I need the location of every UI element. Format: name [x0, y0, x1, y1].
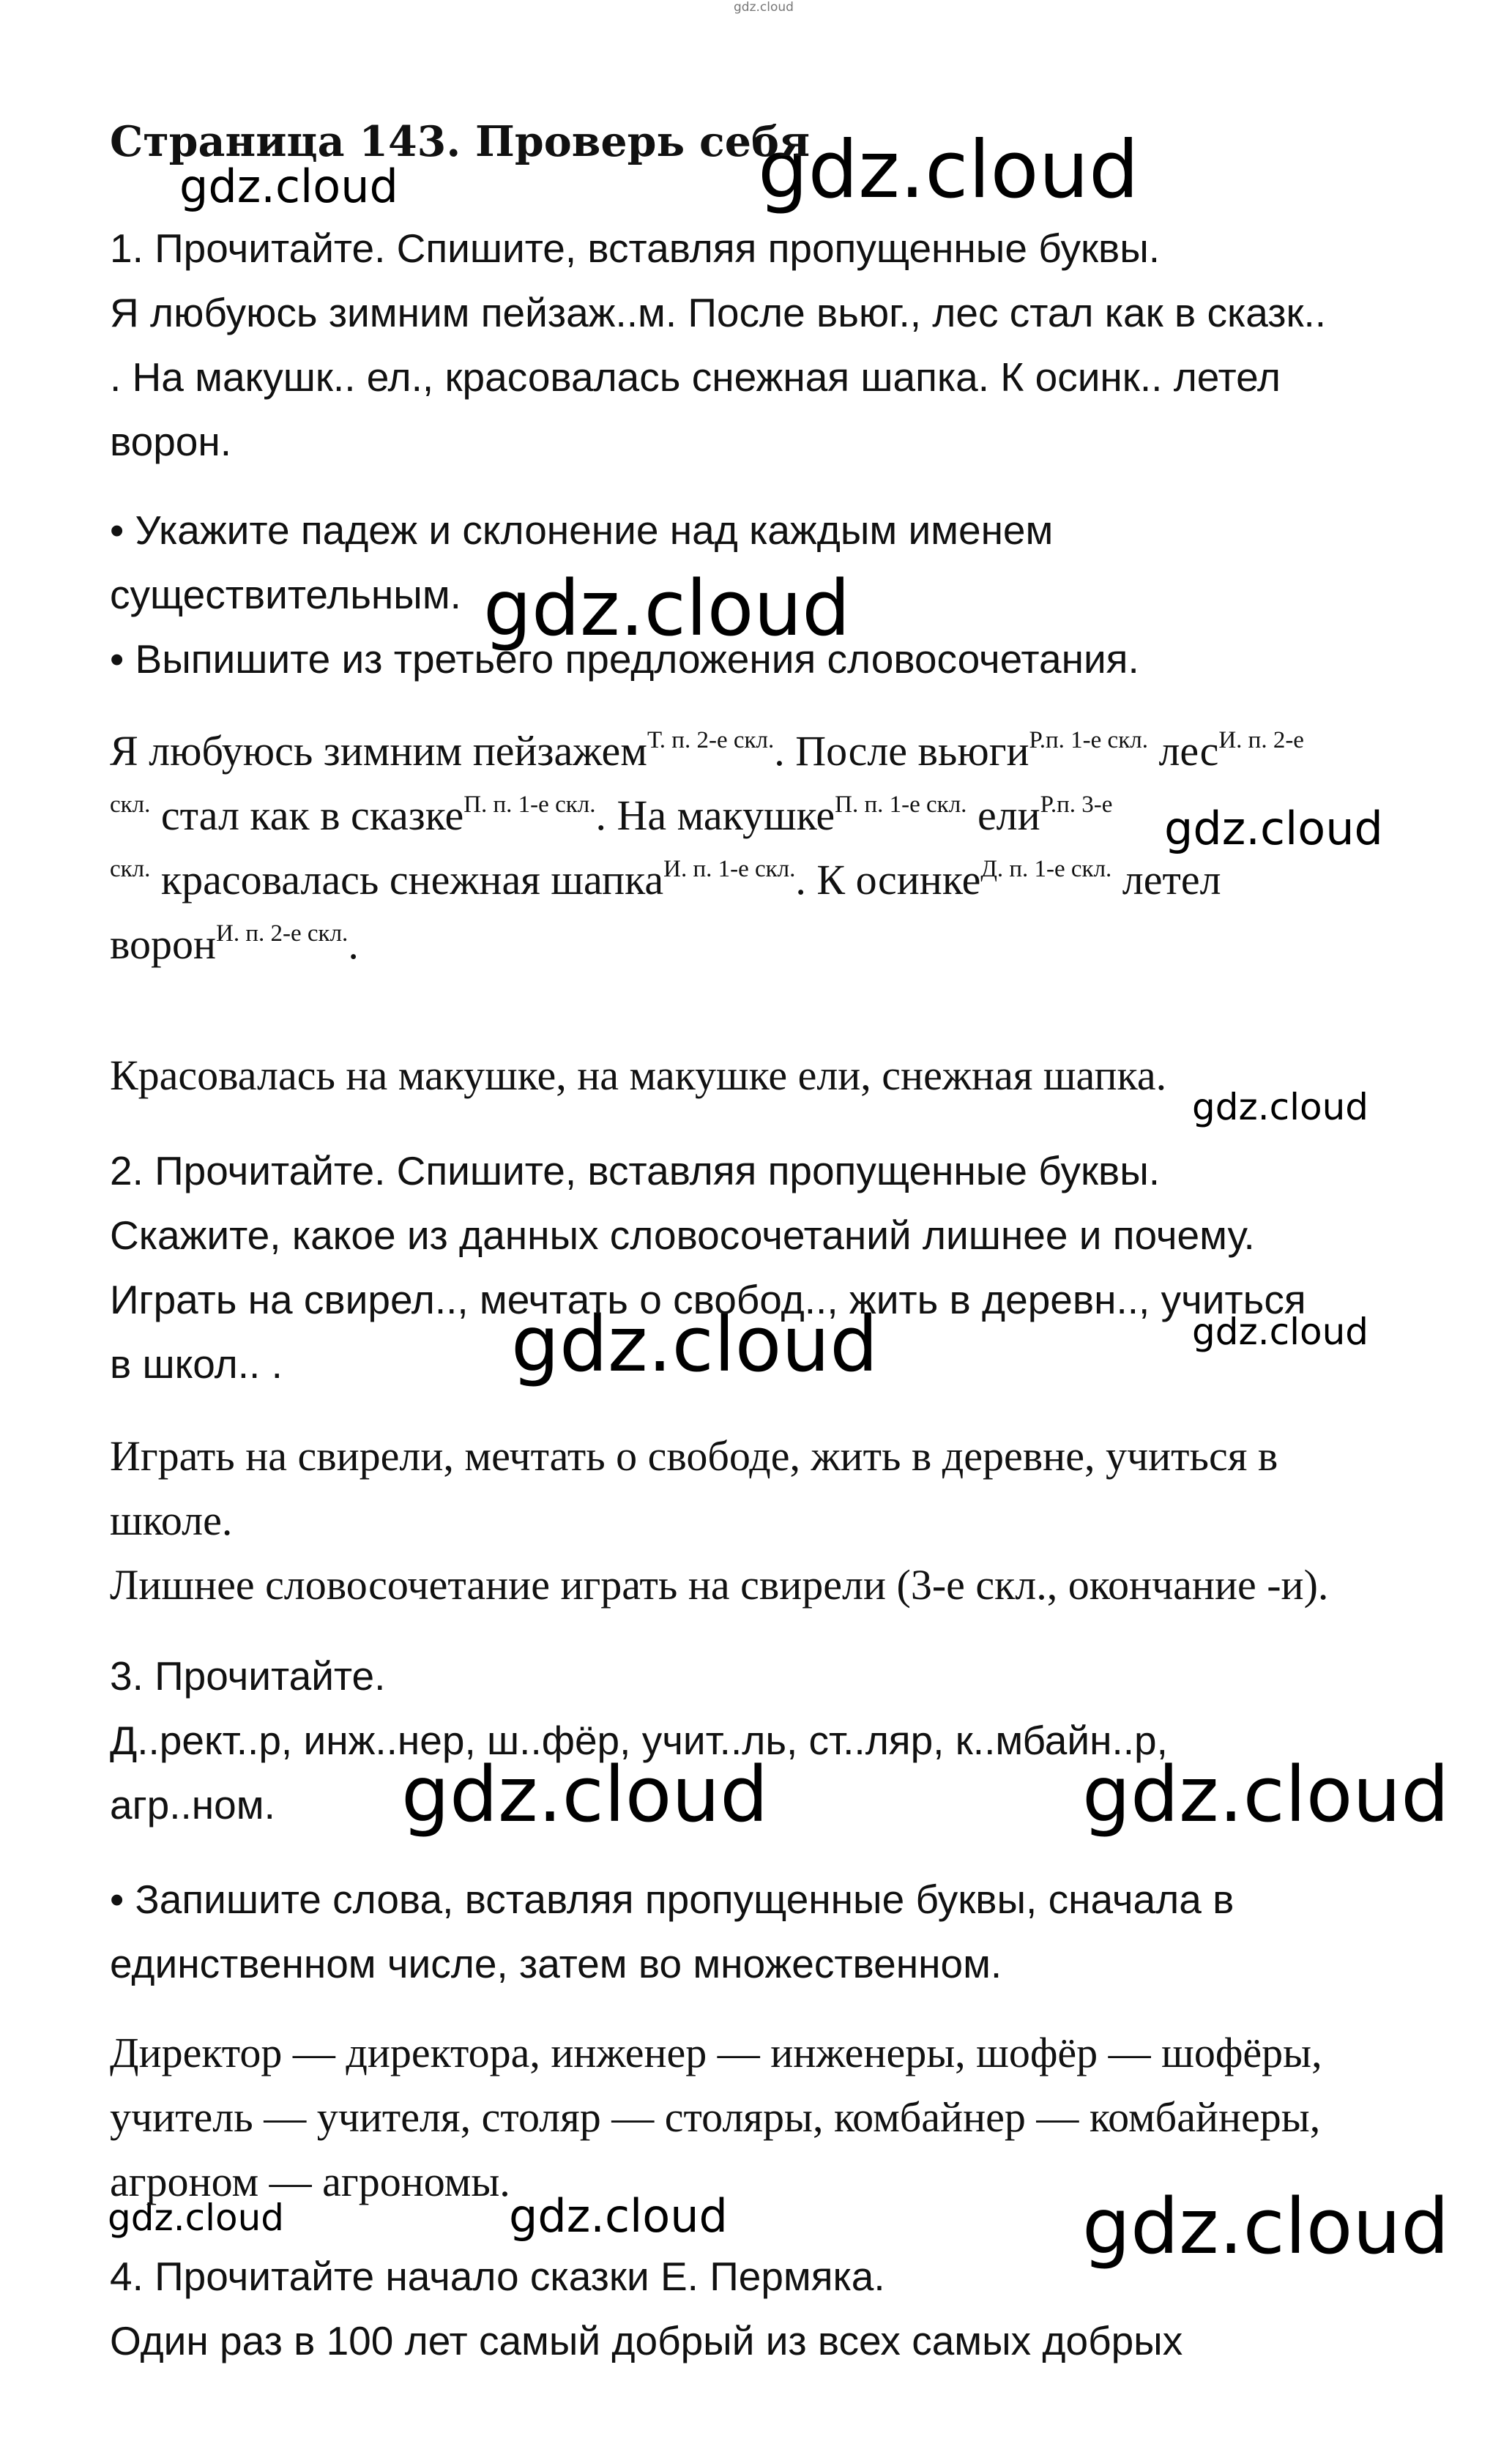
task-line: Я любуюсь зимним пейзаж..м. После вьюг., лес стал как в сказк.. [110, 290, 1327, 335]
answer-text: ели [967, 791, 1040, 839]
answer-2 [110, 1424, 1328, 1617]
watermark: gdz.cloud [758, 124, 1139, 216]
answer-1 [110, 719, 1304, 977]
case-note: И. п. 1-е скл. [663, 856, 796, 882]
task-line: Один раз в 100 лет самый добрый из всех самых добрых [110, 2318, 1183, 2363]
case-note: Р.п. 1-е скл. [1029, 727, 1148, 753]
task-2 [110, 1139, 1306, 1396]
task-line: 2. Прочитайте. Спишите, вставляя пропущенные буквы. [110, 1148, 1161, 1193]
task-line: Д..рект..р, инж..нер, ш..фёр, учит..ль, ст..ляр, к..мбайн..р, [110, 1718, 1168, 1763]
task-3-bullet [110, 1867, 1234, 1996]
watermark: gdz.cloud [179, 160, 398, 213]
page-title: Страница 143. Проверь себя [110, 117, 811, 166]
answer-line: Красовалась на макушке, на макушке ели, снежная шапка. [110, 1051, 1167, 1099]
answer-text: . К осинке [795, 856, 981, 904]
case-note: скл. [110, 856, 151, 882]
task-1-bullet-2 [110, 627, 1139, 691]
answer-line [110, 912, 1304, 977]
answer-text: лес [1147, 727, 1219, 775]
watermark: gdz.cloud [1164, 802, 1383, 855]
watermark-top: gdz.cloud [734, 0, 794, 15]
watermark: gdz.cloud [509, 2189, 728, 2243]
case-note: Д. п. 1-е скл. [980, 856, 1112, 882]
task-1 [110, 216, 1326, 474]
watermark: gdz.cloud [401, 1750, 769, 1839]
watermark: gdz.cloud [1192, 1086, 1369, 1128]
answer-line: учитель — учителя, столяр — столяры, комбайнер — комбайнеры, [110, 2093, 1321, 2141]
watermark: gdz.cloud [511, 1300, 879, 1389]
task-line: • Запишите слова, вставляя пропущенные буквы, сначала в [110, 1877, 1234, 1922]
case-note: Т. п. 2-е скл. [647, 727, 775, 753]
task-line: 1. Прочитайте. Спишите, вставляя пропущенные буквы. [110, 226, 1161, 271]
task-4 [110, 2244, 1183, 2373]
task-line: • Укажите падеж и склонение над каждым именем [110, 507, 1054, 553]
case-note: И. п. 2-е скл. [216, 920, 349, 947]
task-line: существительным. [110, 572, 461, 617]
watermark: gdz.cloud [108, 2197, 285, 2239]
answer-line: школе. [110, 1497, 233, 1544]
answer-text: красовалась снежная шапка [150, 856, 664, 904]
task-line: Скажите, какое из данных словосочетаний лишнее и почему. [110, 1212, 1255, 1258]
answer-text: стал как в сказке [150, 791, 464, 839]
answer-text: . После вьюги [774, 727, 1029, 775]
task-1-bullet-1 [110, 498, 1053, 627]
answer-line: Лишнее словосочетание играть на свирели (3-е скл., окончание -и). [110, 1561, 1329, 1609]
task-line: 3. Прочитайте. [110, 1653, 386, 1699]
answer-text: летел [1111, 856, 1221, 904]
case-note: И. п. 2-е [1218, 727, 1304, 753]
task-line: • Выпишите из третьего предложения словосочетания. [110, 636, 1139, 682]
case-note: Р.п. 3-е [1040, 791, 1113, 818]
case-note: скл. [110, 791, 151, 818]
answer-text: . [348, 920, 359, 968]
task-3 [110, 1644, 1168, 1837]
watermark: gdz.cloud [483, 564, 851, 653]
task-line: . На макушк.. ел., красовалась снежная шапка. К осинк.. летел [110, 354, 1281, 400]
answer-line: агроном — агрономы. [110, 2158, 510, 2205]
watermark: gdz.cloud [1082, 2182, 1450, 2271]
task-line: 4. Прочитайте начало сказки Е. Пермяка. [110, 2254, 885, 2299]
answer-1b [110, 1043, 1166, 1108]
answer-line [110, 783, 1304, 848]
answer-line: Директор — директора, инженер — инженеры, шофёр — шофёры, [110, 2029, 1322, 2076]
task-line: агр..ном. [110, 1782, 275, 1828]
watermark: gdz.cloud [1192, 1311, 1369, 1353]
case-note: П. п. 1-е скл. [463, 791, 596, 818]
answer-3 [110, 2021, 1322, 2214]
answer-line: Играть на свирели, мечтать о свободе, жить в деревне, учиться в [110, 1432, 1278, 1480]
answer-text: ворон [110, 920, 217, 968]
task-line: единственном числе, затем во множественном. [110, 1941, 1002, 1986]
answer-text: . На макушке [595, 791, 835, 839]
watermark: gdz.cloud [1082, 1750, 1450, 1839]
answer-text: Я любуюсь зимним пейзажем [110, 727, 647, 775]
task-line: Играть на свирел.., мечтать о свобод.., жить в деревн.., учиться [110, 1277, 1306, 1322]
answer-line [110, 719, 1304, 783]
case-note: П. п. 1-е скл. [835, 791, 967, 818]
task-line: ворон. [110, 419, 232, 464]
answer-line [110, 848, 1304, 912]
task-line: в школ.. . [110, 1341, 283, 1387]
